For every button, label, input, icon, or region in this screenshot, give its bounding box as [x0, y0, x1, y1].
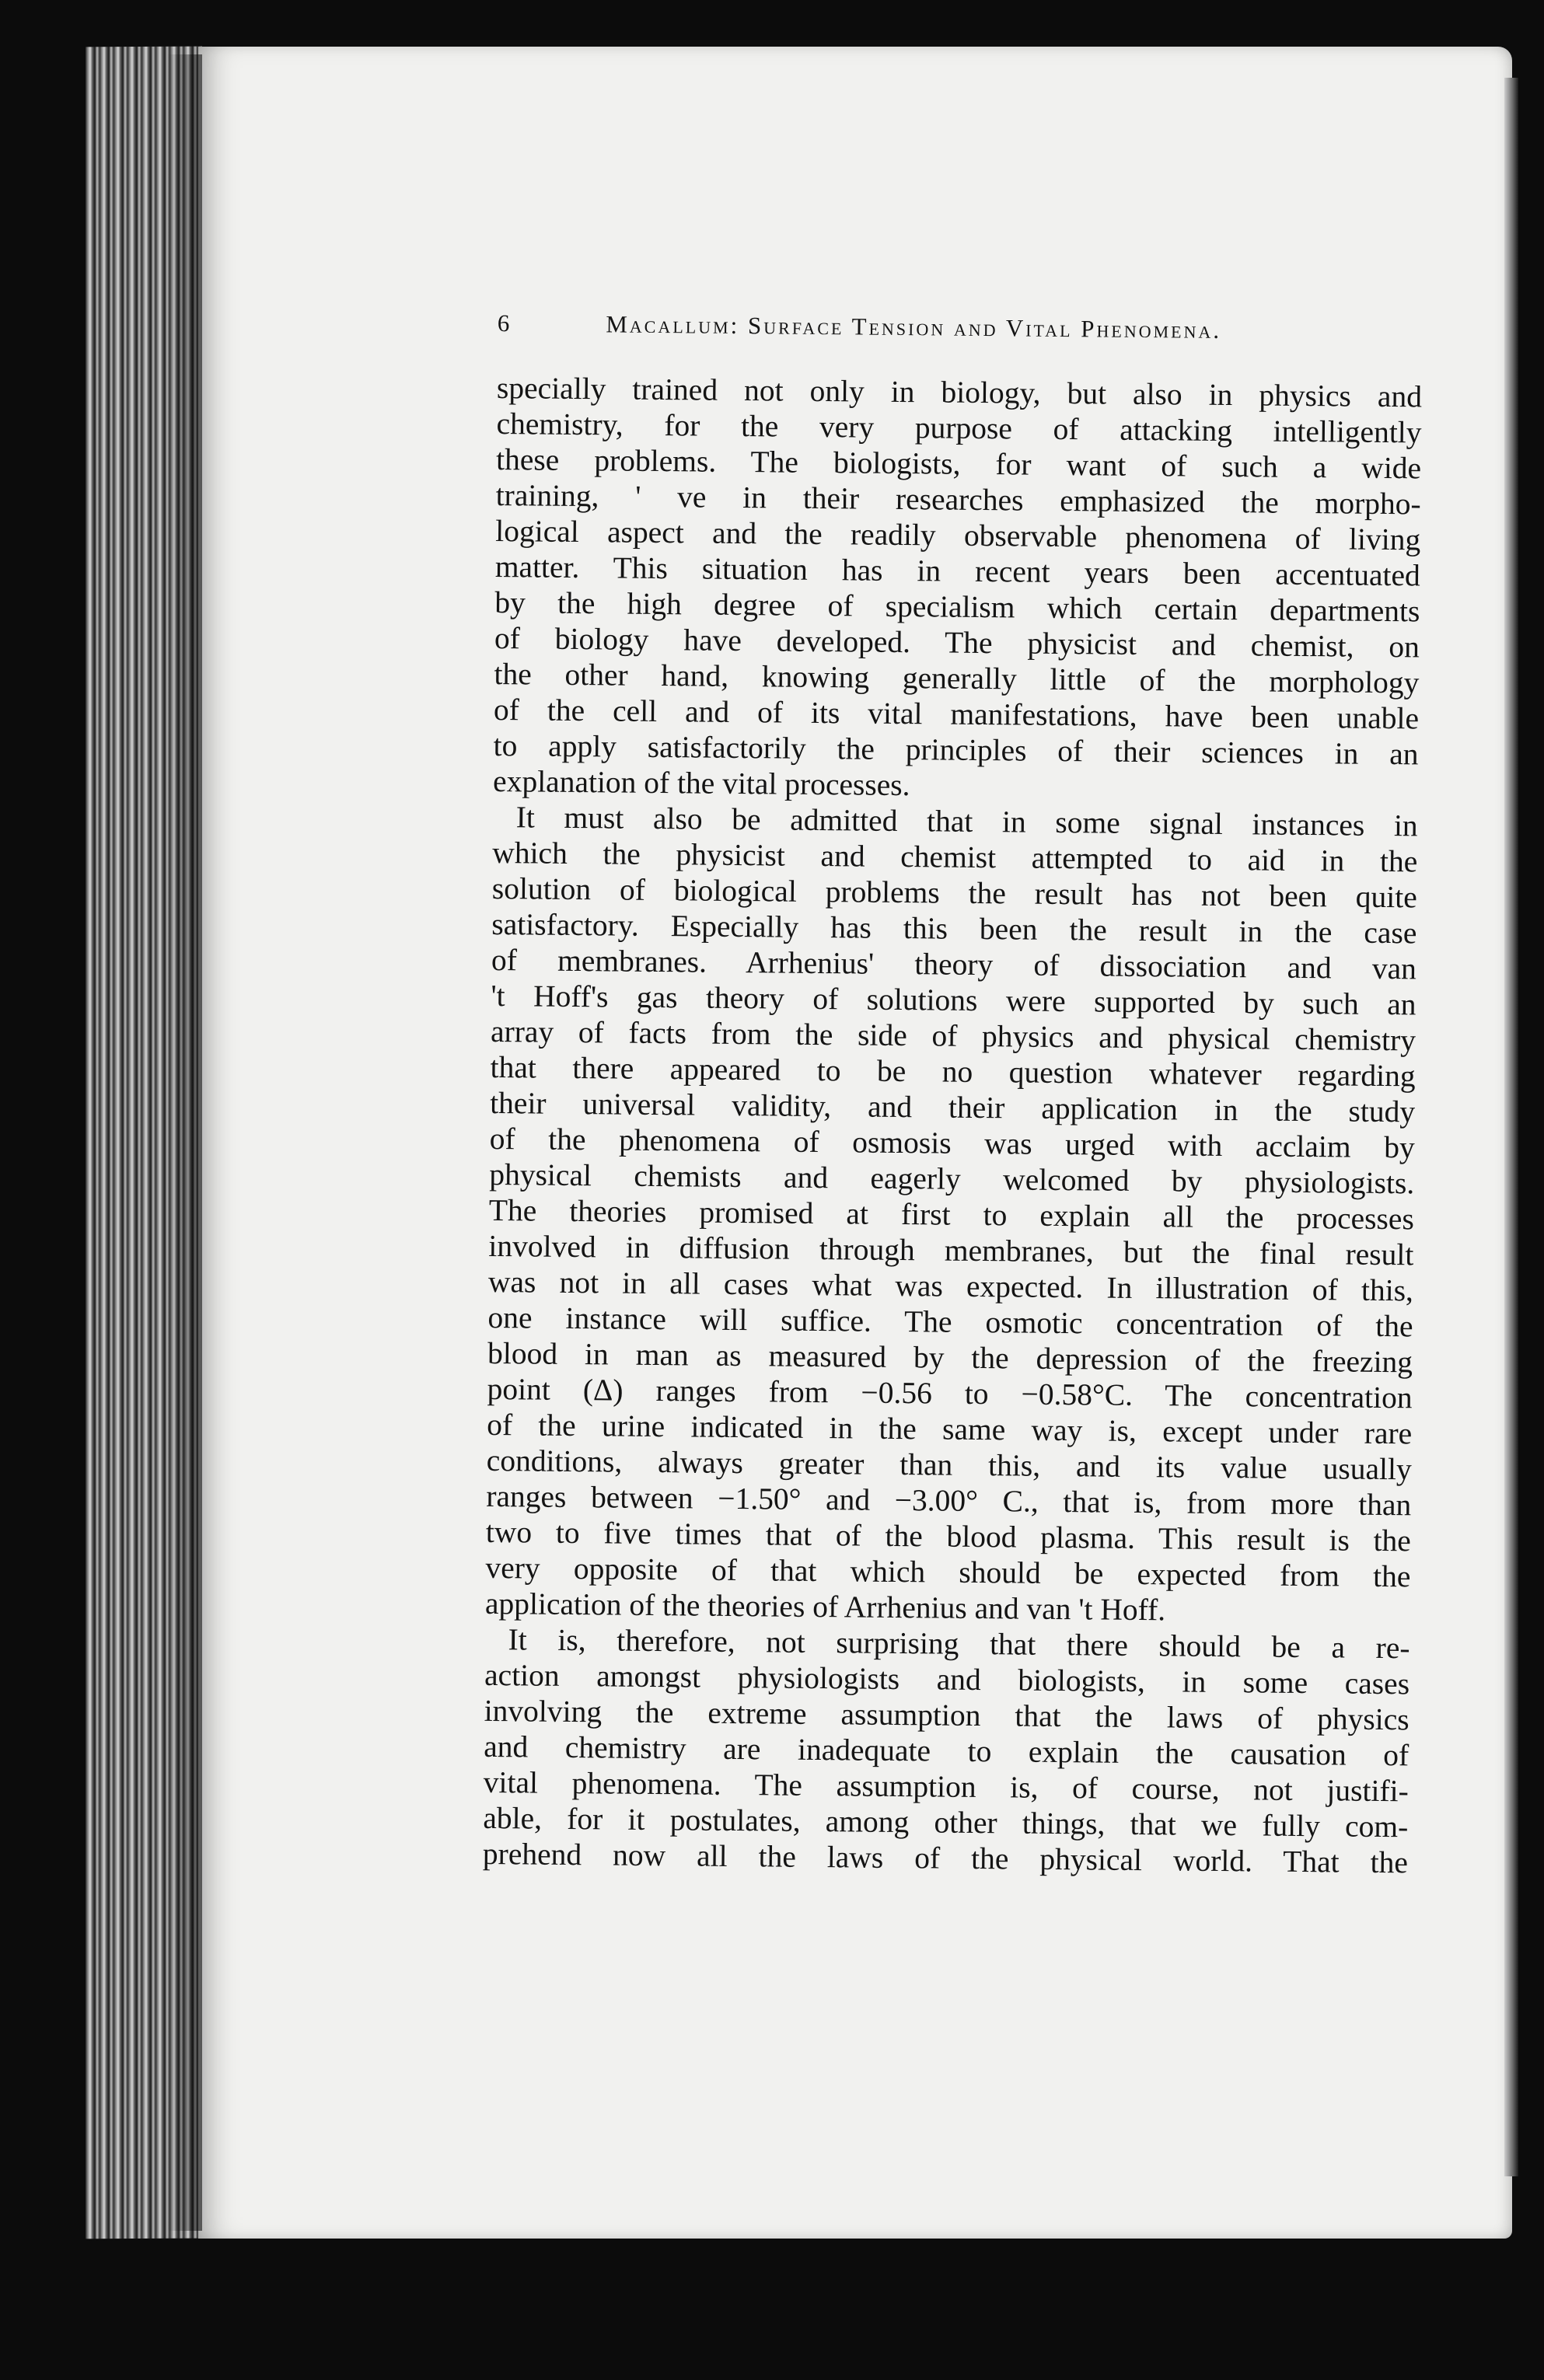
text-line: involving the extreme assumption that the laws of physics [484, 1693, 1410, 1737]
text-line: ranges between −1.50° and −3.00° C., that is, from more than [486, 1478, 1412, 1523]
text-line: application of the theories of Arrhenius and van 't Hoff. [484, 1586, 1166, 1628]
text-line: physical chemists and eagerly welcomed by physiologists. [489, 1157, 1415, 1201]
text-line: able, for it postulates, among other things, that we fully com- [483, 1800, 1409, 1844]
text-line: the other hand, knowing generally little of the morphology [494, 656, 1420, 700]
page-right-edge [1504, 78, 1518, 2176]
text-line: solution of biological problems the result has not been quite [491, 871, 1418, 915]
text-line: chemistry, for the very purpose of attacking intelligently [496, 406, 1422, 450]
page-number: 6 [497, 309, 512, 337]
text-line: action amongst physiologists and biologists, in some cases [484, 1657, 1410, 1701]
text-line: very opposite of that which should be expected from the [485, 1550, 1411, 1594]
text-line: that there appeared to be no question whatever regarding [490, 1049, 1416, 1094]
text-line: matter. This situation has in recent years been accentuated [494, 549, 1420, 593]
text-line: which the physicist and chemist attempted to aid in the [492, 835, 1418, 879]
text-line: two to five times that of the blood plasma. This result is the [485, 1514, 1412, 1558]
text-line: logical aspect and the readily observable phenomena of living [495, 513, 1421, 557]
text-line: of the phenomena of osmosis was urged with acclaim by [489, 1121, 1415, 1165]
text-line: explanation of the vital processes. [492, 763, 910, 803]
text-line: and chemistry are inadequate to explain the causation of [484, 1729, 1410, 1773]
text-line: of membranes. Arrhenius' theory of dissociation and van [491, 942, 1417, 986]
paragraph [485, 799, 1418, 1630]
text-line: satisfactory. Especially has this been the result in the case [491, 906, 1417, 951]
text-line: conditions, always greater than this, and its value usually [486, 1443, 1412, 1487]
paragraph [483, 1621, 1410, 1880]
text-line: array of facts from the side of physics and physical chemistry [490, 1014, 1416, 1058]
text-line: of the cell and of its vital manifestations, have been unable [493, 692, 1420, 736]
text-line: point (Δ) ranges from −0.56 to −0.58°C. The concentration [487, 1371, 1413, 1415]
text-line: their universal validity, and their application in the study [489, 1085, 1416, 1129]
text-line: these problems. The biologists, for want of such a wide [495, 441, 1422, 486]
text-line: prehend now all the laws of the physical world. That the [482, 1836, 1409, 1880]
text-line: specially trained not only in biology, but also in physics and [496, 370, 1423, 414]
text-line: The theories promised at first to explain all the processes [488, 1192, 1415, 1237]
text-line: of biology have developed. The physicist and chemist, on [494, 620, 1420, 665]
text-line: one instance will suffice. The osmotic concentration of the [487, 1300, 1413, 1344]
page-text-block [483, 309, 1423, 1880]
text-line: It must also be admitted that in some signal instances in [515, 800, 1418, 843]
text-line: It is, therefore, not surprising that there should be a re- [508, 1622, 1410, 1666]
text-line: of the urine indicated in the same way is, except under rare [487, 1407, 1413, 1451]
body-text [483, 370, 1422, 1880]
text-line: involved in diffusion through membranes, but the final result [488, 1228, 1414, 1272]
text-line: vital phenomena. The assumption is, of course, not justifi- [483, 1764, 1409, 1809]
gutter-shadow [167, 54, 202, 2231]
paragraph [493, 370, 1422, 808]
running-title: Macallum: Surface Tension and Vital Phenomena. [606, 310, 1222, 344]
text-line: was not in all cases what was expected. In illustration of this, [487, 1264, 1414, 1308]
text-line: 't Hoff's gas theory of solutions were supported by such an [491, 978, 1416, 1022]
text-line: to apply satisfactorily the principles of their sciences in an [493, 728, 1419, 772]
text-line: by the high degree of specialism which certain departments [494, 585, 1420, 629]
text-line: blood in man as measured by the depression of the freezing [487, 1335, 1413, 1380]
text-line: training, ' ve in their researches emphasized the morpho- [495, 477, 1421, 522]
